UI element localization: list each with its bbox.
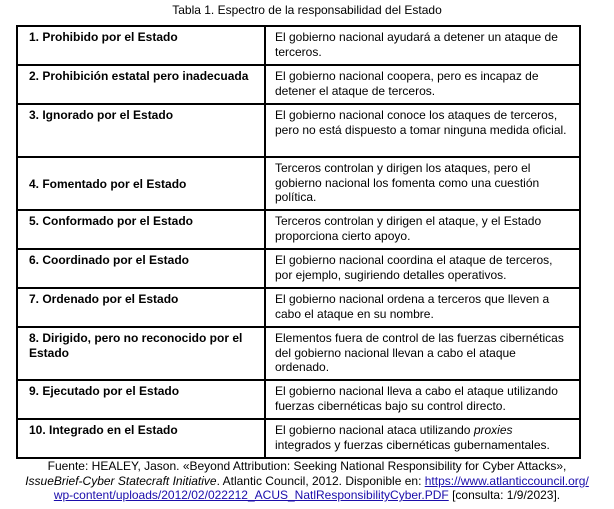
responsibility-description: El gobierno nacional coordina el ataque de terceros, por ejemplo, sugiriendo detalles operativos.: [265, 249, 580, 288]
responsibility-description: El gobierno nacional ayudará a detener un ataque de terceros.: [265, 26, 580, 65]
responsibility-description: El gobierno nacional ordena a terceros que lleven a cabo el ataque en su nombre.: [265, 288, 580, 327]
source-consulted: [consulta: 1/9/2023].: [448, 488, 561, 502]
responsibility-description: El gobierno nacional lleva a cabo el ataque utilizando fuerzas cibernéticas bajo su control directo.: [265, 380, 580, 419]
table-row: [17, 210, 580, 249]
description-italic-term: proxies: [473, 423, 513, 437]
table-row: [17, 380, 580, 419]
description-text: integrados y fuerzas cibernéticas gubernamentales.: [275, 437, 550, 452]
responsibility-description: Elementos fuera de control de las fuerzas cibernéticas del gobierno nacional llevan a cabo el ataque ordenado.: [265, 327, 580, 380]
responsibility-level: 8. Dirigido, pero no reconocido por el Estado: [17, 327, 265, 380]
responsibility-description: [265, 419, 580, 458]
source-publication: IssueBrief-Cyber Statecraft Initiative: [25, 473, 217, 488]
description-text: El gobierno nacional ataca utilizando: [275, 423, 474, 437]
responsibility-description: Terceros controlan y dirigen los ataques, pero el gobierno nacional los fomenta como una cuestión política.: [265, 157, 580, 210]
table-row: [17, 327, 580, 380]
source-citation: [0, 459, 614, 503]
source-prefix: Fuente: HEALEY, Jason. «Beyond Attribution: Seeking National Responsibility for Cyber Attacks»,: [47, 459, 567, 473]
table-row: [17, 26, 580, 65]
source-link-line2: wp-content/uploads/2012/02/022212_ACUS_NatlResponsibilityCyber.PDF: [53, 488, 449, 502]
table-row: [17, 104, 580, 157]
responsibility-level: 6. Coordinado por el Estado: [17, 249, 265, 288]
table-caption: Tabla 1. Espectro de la responsabilidad del Estado: [172, 3, 442, 17]
responsibility-level: 2. Prohibición estatal pero inadecuada: [17, 65, 265, 104]
responsibility-level: 5. Conformado por el Estado: [17, 210, 265, 249]
source-publisher: . Atlantic Council, 2012. Disponible en:: [216, 473, 425, 488]
responsibility-level: 7. Ordenado por el Estado: [17, 288, 265, 327]
responsibility-level: 9. Ejecutado por el Estado: [17, 380, 265, 419]
responsibility-description: El gobierno nacional conoce los ataques de terceros, pero no está dispuesto a tomar ninguna medida oficial.: [265, 104, 580, 157]
table-row: [17, 419, 580, 458]
table-row: [17, 157, 580, 210]
responsibility-description: El gobierno nacional coopera, pero es incapaz de detener el ataque de terceros.: [265, 65, 580, 104]
state-responsibility-table: [16, 25, 581, 459]
table-row: [17, 249, 580, 288]
responsibility-level: 1. Prohibido por el Estado: [17, 26, 265, 65]
responsibility-description: Terceros controlan y dirigen el ataque, y el Estado proporciona cierto apoyo.: [265, 210, 580, 249]
source-link-line1: https://www.atlanticcouncil.org/: [424, 473, 589, 488]
table-row: [17, 65, 580, 104]
table-row: [17, 288, 580, 327]
responsibility-level: 10. Integrado en el Estado: [17, 419, 265, 458]
responsibility-level: 4. Fomentado por el Estado: [17, 157, 265, 210]
responsibility-level: 3. Ignorado por el Estado: [17, 104, 265, 157]
